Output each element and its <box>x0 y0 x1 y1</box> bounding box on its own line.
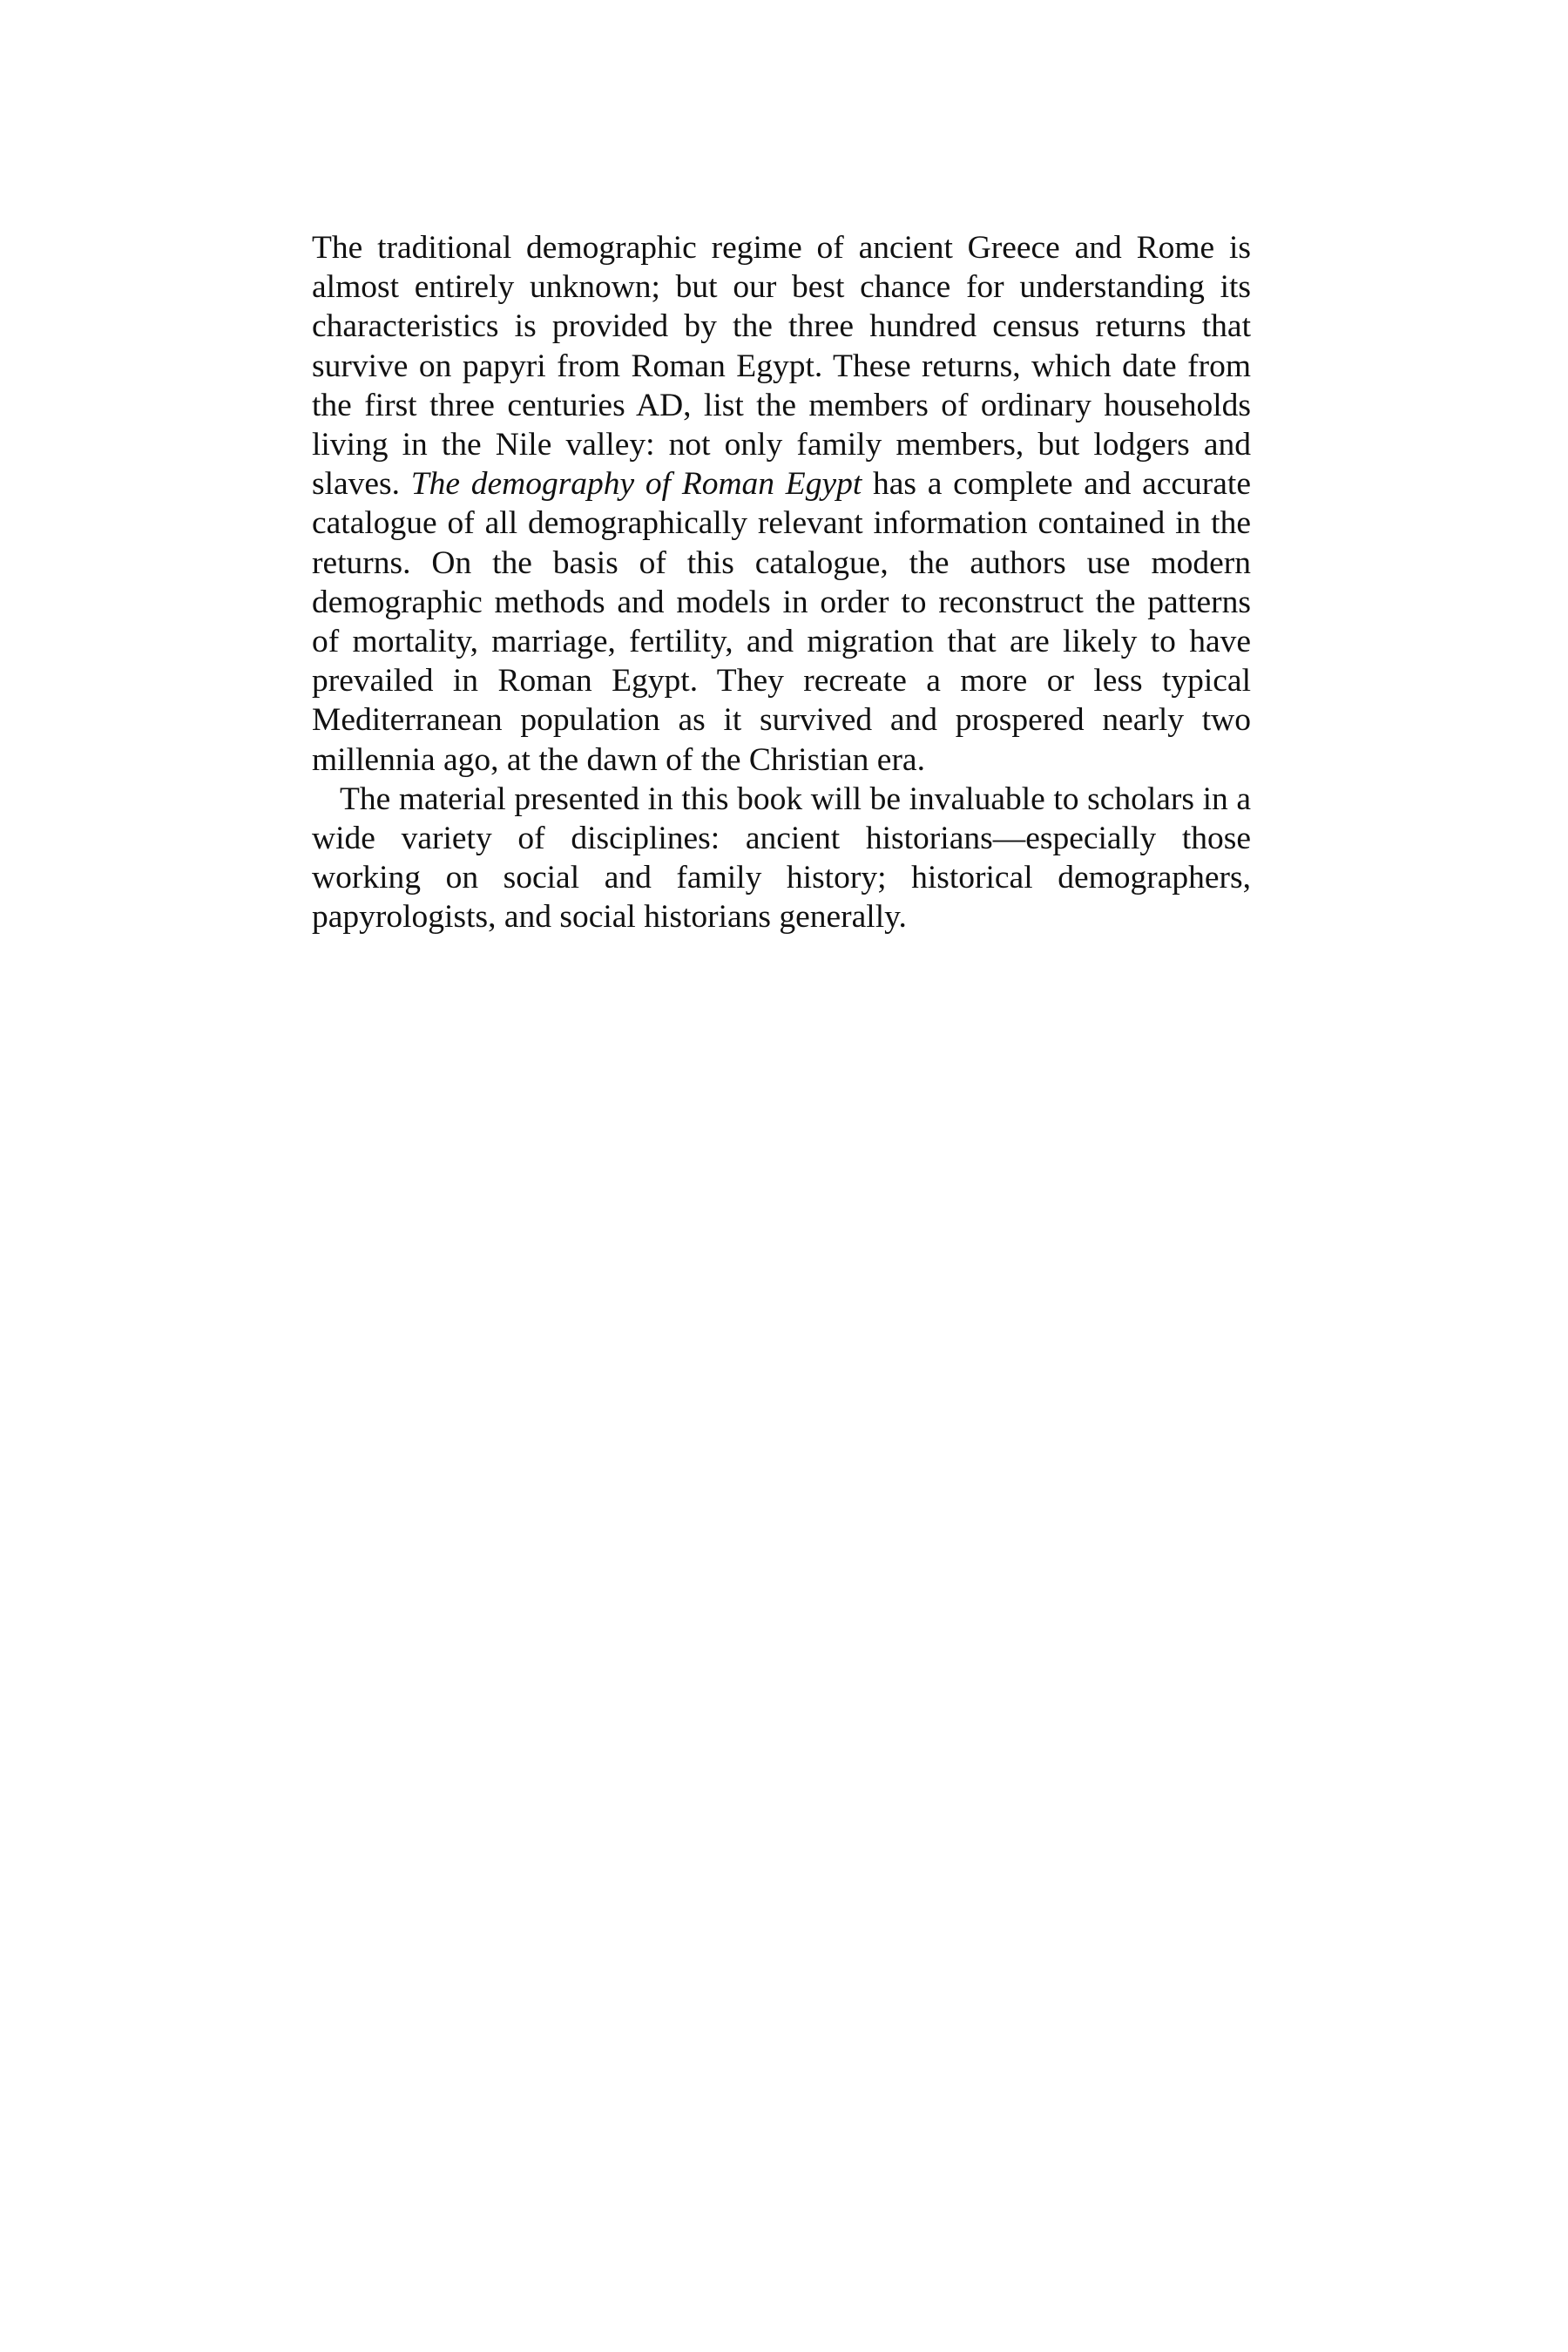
book-title: The demography of Roman Egypt <box>410 466 862 503</box>
paragraph-intro-text-end: has a complete and accurate catalogue of all demographically relevant information contained in the returns. On the basis of this catalogue, the authors use modern demographic methods and models in order to reconstruct the patterns of mortality, marriage, fertility, and migration that are likely to have prevailed in Roman Egypt. They recreate a more or less typical Mediterranean population as it survived and prospered nearly two millennia ago, at the dawn of the Christian era. <box>312 466 1251 778</box>
paragraph-intro-text-start: The traditional demographic regime of ancient Greece and Rome is almost entirely unknown; but our best chance for understanding its characteristics is provided by the three hundred census returns that survive on papyri from Roman Egypt. These returns, which date from the first three centuries AD, list the members of ordinary households living in the Nile valley: not only family members, but lodgers and slaves. <box>312 230 1251 503</box>
blurb-text <box>312 228 1251 937</box>
paragraph-intro <box>312 228 1251 780</box>
paragraph-audience: The material presented in this book will be invaluable to scholars in a wide variety of disciplines: ancient historians—especially those working on social and family history; historical demographers, papyrologists, and social historians generally. <box>312 781 1251 936</box>
